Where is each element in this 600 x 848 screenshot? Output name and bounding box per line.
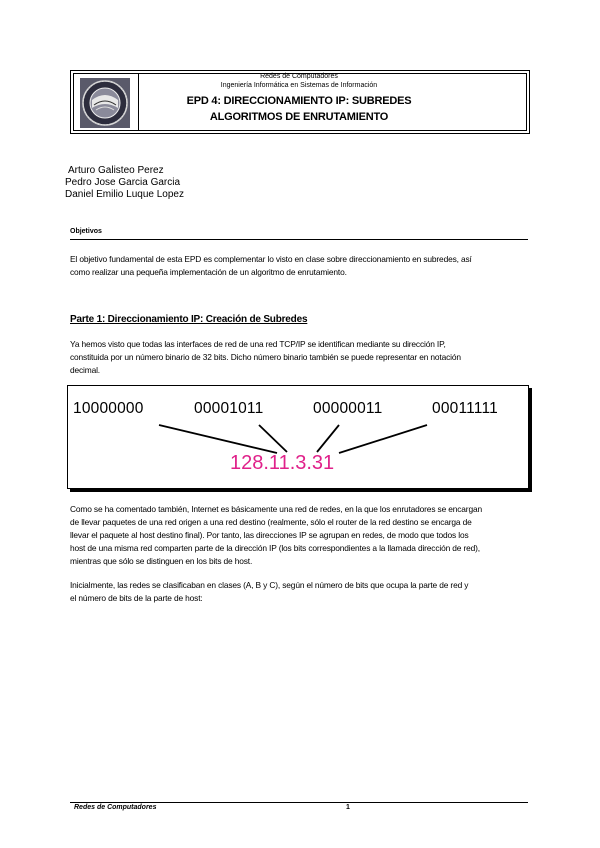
footer-divider [70,802,528,803]
author-1: Arturo Galisteo Perez [68,165,164,176]
page-title-line2: ALGORITMOS DE ENRUTAMIENTO [209,111,389,123]
para2-line-4: host de una misma red comparten parte de la dirección IP (los bits correspondientes a la llamada dirección de red), [70,543,480,553]
page-number: 1 [346,804,350,811]
footer-course: Redes de Computadores [74,804,157,811]
part1-intro-line-1: Ya hemos visto que todas las interfaces de red de una red TCP/IP se identifican mediante su dirección IP, [70,339,446,349]
connector-octet-3 [317,425,339,452]
connector-octet-1 [159,425,277,453]
author-3: Daniel Emilio Luque Lopez [65,189,184,200]
part1-intro-line-3: decimal. [70,365,100,375]
objectives-label: Objetivos [70,228,102,235]
objectives-line-2: como realizar una pequeña implementación de un algoritmo de enrutamiento. [70,267,347,277]
author-2: Pedro Jose Garcia Garcia [65,177,181,188]
para2-line-2: de llevar paquetes de una red origen a una red destino (realmente, sólo el router de la red destino se encarga de [70,517,472,527]
para3-line-2: el número de bits de la parte de host: [70,593,203,603]
objectives-divider [70,239,528,240]
part1-intro-line-2: constituida por un número binario de 32 bits. Dicho número binario también se puede representar en notación [70,352,461,362]
binary-octet-1: 10000000 [73,400,144,417]
page-title-line1: EPD 4: DIRECCIONAMIENTO IP: SUBREDES [186,95,412,107]
binary-octet-4: 00011111 [432,400,498,417]
header-degree: Ingeniería Informática en Sistemas de Información [220,82,378,89]
binary-octet-2: 00001011 [194,400,264,417]
connector-octet-4 [339,425,427,453]
objectives-line-1: El objetivo fundamental de esta EPD es complementar lo visto en clase sobre direccionamiento en subredes, así [70,254,472,264]
connector-octet-2 [259,425,287,452]
part1-heading: Parte 1: Direccionamiento IP: Creación de Subredes [70,314,308,325]
para2-line-1: Como se ha comentado también, Internet es básicamente una red de redes, en la que los enrutadores se encargan [70,504,482,514]
header-course: Redes de Computadores [260,73,338,80]
para3-line-1: Inicialmente, las redes se clasificaban en clases (A, B y C), según el número de bits que ocupa la parte de red y [70,580,469,590]
para2-line-3: llevar el paquete al host destino final). Por tanto, las direcciones IP se agrupan en redes, de modo que todos los [70,530,469,540]
para2-line-5: mientras que sólo se distinguen en los bits de host. [70,556,253,566]
binary-octet-3: 00000011 [313,400,383,417]
ip-dotted-decimal: 128.11.3.31 [230,452,335,474]
